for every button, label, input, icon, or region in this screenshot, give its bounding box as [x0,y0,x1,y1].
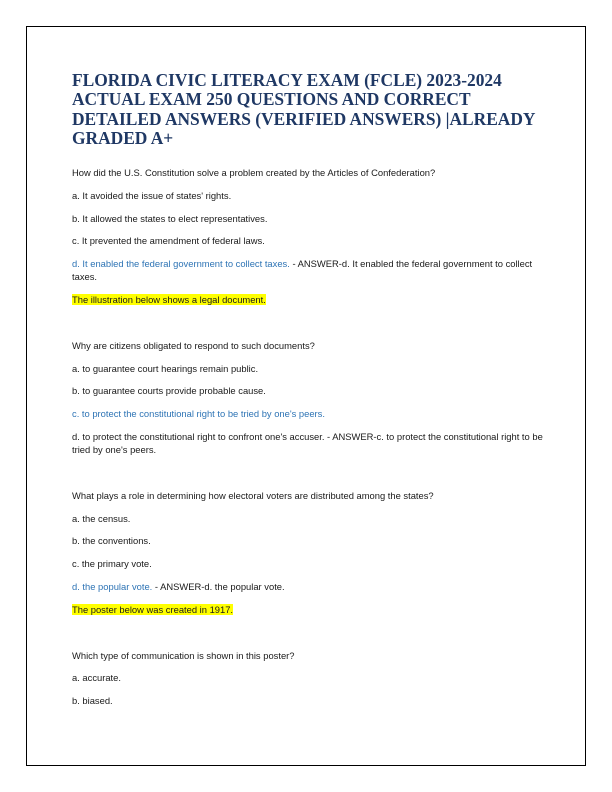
q1-option-b: b. It allowed the states to elect representatives. [72,212,268,224]
q1-option-c: c. It prevented the amendment of federal laws. [72,235,265,247]
q3-option-c: c. the primary vote. [72,558,152,570]
q2-option-a: a. to guarantee court hearings remain public. [72,362,259,374]
q4-option-b: b. biased. [72,695,113,707]
q2-option-d: d. to protect the constitutional right to confront one's accuser. - ANSWER-c. to protect the constitutional right to be tried by one's peers. [72,430,543,455]
spacer [72,626,544,649]
q1-highlighted-note: The illustration below shows a legal document. [72,293,266,305]
q3-question: What plays a role in determining how electoral voters are distributed among the states? [72,489,434,501]
q3-note [72,603,544,616]
q2-option-b: b. to guarantee courts provide probable cause. [72,385,266,397]
q3-option-d [72,580,544,593]
q3-correct-answer: d. the popular vote. [72,580,153,592]
q2-question: Why are citizens obligated to respond to such documents? [72,339,315,351]
q2-correct-answer: c. to protect the constitutional right to be tried by one's peers. [72,408,325,420]
q3-option-b: b. the conventions. [72,535,151,547]
q4-option-a: a. accurate. [72,672,121,684]
document-title: FLORIDA CIVIC LITERACY EXAM (FCLE) 2023-2024 ACTUAL EXAM 250 QUESTIONS AND CORRECT DETAILED ANSWERS (VERIFIED ANSWERS) |ALREADY GRADED A+ [72,70,535,148]
spacer [72,316,544,339]
q3-highlighted-note: The poster below was created in 1917. [72,603,234,615]
document-body [72,166,544,717]
q1-option-d [72,257,544,283]
q1-correct-answer: d. It enabled the federal government to collect taxes. [72,258,290,270]
q3-answer-explanation: - ANSWER-d. the popular vote. [152,580,285,592]
q4-question: Which type of communication is shown in this poster? [72,649,295,661]
q1-question: How did the U.S. Constitution solve a problem created by the Articles of Confederation? [72,167,436,178]
spacer [72,466,544,489]
q3-option-a: a. the census. [72,512,131,524]
q1-option-a: a. It avoided the issue of states' rights. [72,189,232,201]
q1-answer-explanation: - ANSWER-d. It enabled the federal government to collect taxes. [72,258,533,283]
q1-note [72,293,544,306]
